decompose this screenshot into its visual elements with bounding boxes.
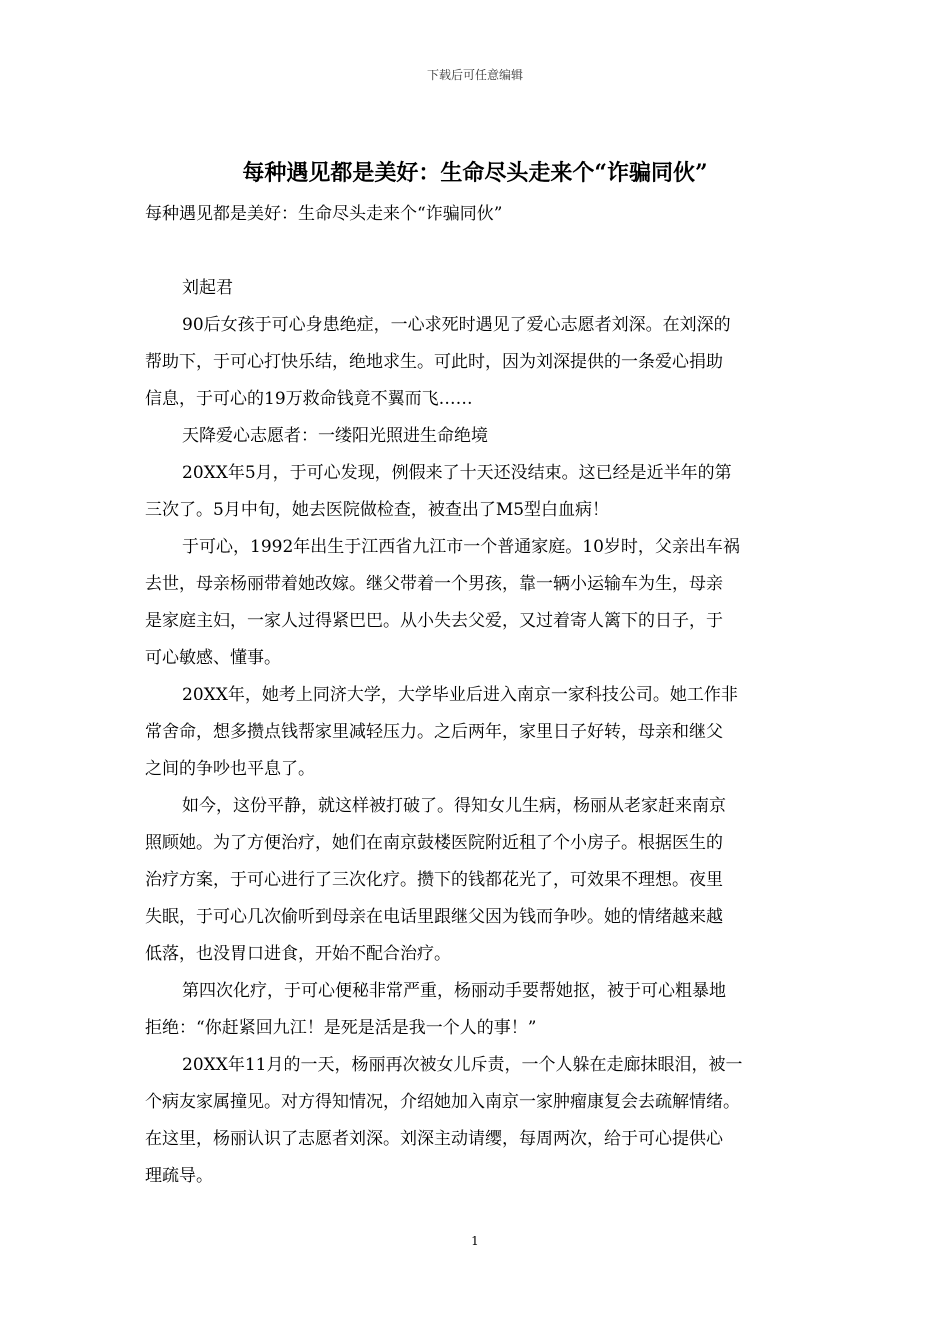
author-line: 刘起君 [182,278,233,298]
paragraph-line: 于可心，1992年出生于江西省九江市一个普通家庭。10岁时，父亲出车祸 [182,537,740,557]
document-body [145,196,810,1195]
paragraph-line: 失眠，于可心几次偷听到母亲在电话里跟继父因为钱而争吵。她的情绪越来越 [145,907,723,927]
paragraph-line: 如今，这份平静，就这样被打破了。得知女儿生病，杨丽从老家赶来南京 [182,796,726,816]
paragraph-line: 帮助下，于可心打快乐结，绝地求生。可此时，因为刘深提供的一条爱心捐助 [145,352,723,372]
paragraph-line: 第四次化疗，于可心便秘非常严重，杨丽动手要帮她抠，被于可心粗暴地 [182,981,726,1001]
paragraph-line: 低落，也没胃口进食，开始不配合治疗。 [145,944,451,964]
paragraph-line: 是家庭主妇，一家人过得紧巴巴。从小失去父爱，又过着寄人篱下的日子，于 [145,611,723,631]
paragraph-line: 理疏导。 [145,1166,213,1186]
paragraph-line: 三次了。5月中旬，她去医院做检查，被查出了M5型白血病！ [145,500,610,520]
page-header-note: 下载后可任意编辑 [426,68,523,82]
subtitle-line: 每种遇见都是美好：生命尽头走来个“诈骗同伙” [145,204,503,224]
document-title: 每种遇见都是美好：生命尽头走来个“诈骗同伙” [242,160,708,186]
paragraph-line: 90后女孩于可心身患绝症，一心求死时遇见了爱心志愿者刘深。在刘深的 [182,315,731,335]
blank-line [145,233,810,270]
paragraph-line: 照顾她。为了方便治疗，她们在南京鼓楼医院附近租了个小房子。根据医生的 [145,833,723,853]
paragraph-line: 拒绝：“你赶紧回九江！是死是活是我一个人的事！” [145,1018,537,1038]
paragraph-line: 可心敏感、懂事。 [145,648,281,668]
page-number: 1 [471,1234,479,1248]
paragraph-line: 在这里，杨丽认识了志愿者刘深。刘深主动请缨，每周两次，给于可心提供心 [145,1129,723,1149]
paragraph-line: 20XX年11月的一天，杨丽再次被女儿斥责，一个人躲在走廊抹眼泪，被一 [182,1055,743,1075]
section-heading: 天降爱心志愿者：一缕阳光照进生命绝境 [182,426,488,446]
paragraph-line: 常舍命，想多攒点钱帮家里减轻压力。之后两年，家里日子好转，母亲和继父 [145,722,723,742]
paragraph-line: 去世，母亲杨丽带着她改嫁。继父带着一个男孩，靠一辆小运输车为生，母亲 [145,574,723,594]
paragraph-line: 信息，于可心的19万救命钱竟不翼而飞…… [145,389,473,409]
paragraph-line: 之间的争吵也平息了。 [145,759,315,779]
paragraph-line: 治疗方案，于可心进行了三次化疗。攒下的钱都花光了，可效果不理想。夜里 [145,870,723,890]
paragraph-line: 个病友家属撞见。对方得知情况，介绍她加入南京一家肿瘤康复会去疏解情绪。 [145,1092,740,1112]
paragraph-line: 20XX年5月，于可心发现，例假来了十天还没结束。这已经是近半年的第 [182,463,732,483]
paragraph-line: 20XX年，她考上同济大学，大学毕业后进入南京一家科技公司。她工作非 [182,685,738,705]
